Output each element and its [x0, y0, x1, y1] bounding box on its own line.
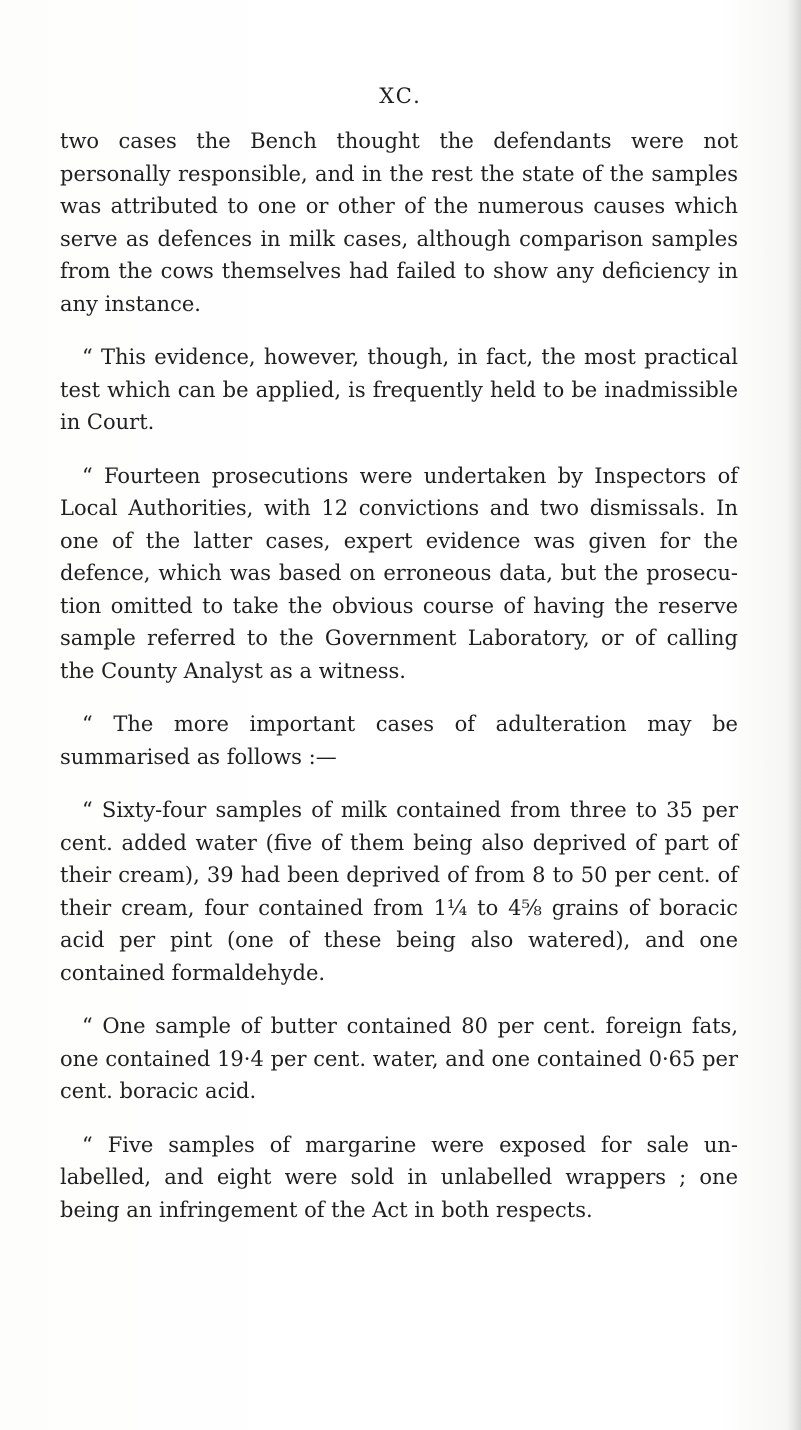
paragraph-margarine-samples: “ Five samples of margarine were exposed for sale un- labelled, and eight were sold in unlabelled wrappers ; one being an infringement of the Act in both respects. [60, 1132, 738, 1222]
paragraph-prosecutions: “ Fourteen prosecutions were undertaken by Inspectors of Local Authorities, with 12 convictions and two dismissals. In one of the latter cases, expert evidence was given for the defence, which was based on erroneous data, but the prosecu- tion omitted to take the obvious course of having the reserve sample referred to the Government Laboratory, or of calling the County Analyst as a witness. [60, 463, 738, 683]
paragraph-milk-samples: “ Sixty-four samples of milk contained from three to 35 per cent. added water (five of them being also deprived of part of their cream), 39 had been deprived of from 8 to 50 per cent. of their cream, four contained from 1¼ to 4⅝ grains of boracic acid per pint (one of these being also watered), and one contained formaldehyde. [60, 798, 738, 985]
paragraph-evidence-inadmissible: “ This evidence, however, though, in fact, the most practical test which can be applied, is frequently held to be inadmissible in Court. [60, 345, 738, 434]
page-edge-shadow [787, 0, 801, 1430]
paragraph-butter-samples: “ One sample of butter contained 80 per cent. foreign fats, one contained 19·4 per cent. water, and one contained 0·65 per cent. boracic acid. [60, 1014, 738, 1103]
page-number: XC. [379, 84, 422, 108]
paragraph-summary-intro: “ The more important cases of adulteration may be summarised as follows :— [60, 712, 738, 769]
body-text [60, 125, 738, 1226]
paragraph-continuation: two cases the Bench thought the defendants were not personally responsible, and in the rest the state of the samples was attributed to one or other of the numerous causes which serve as defences in milk cases, although comparison samples from the cows themselves had failed to show any deficiency in any instance. [60, 129, 738, 316]
